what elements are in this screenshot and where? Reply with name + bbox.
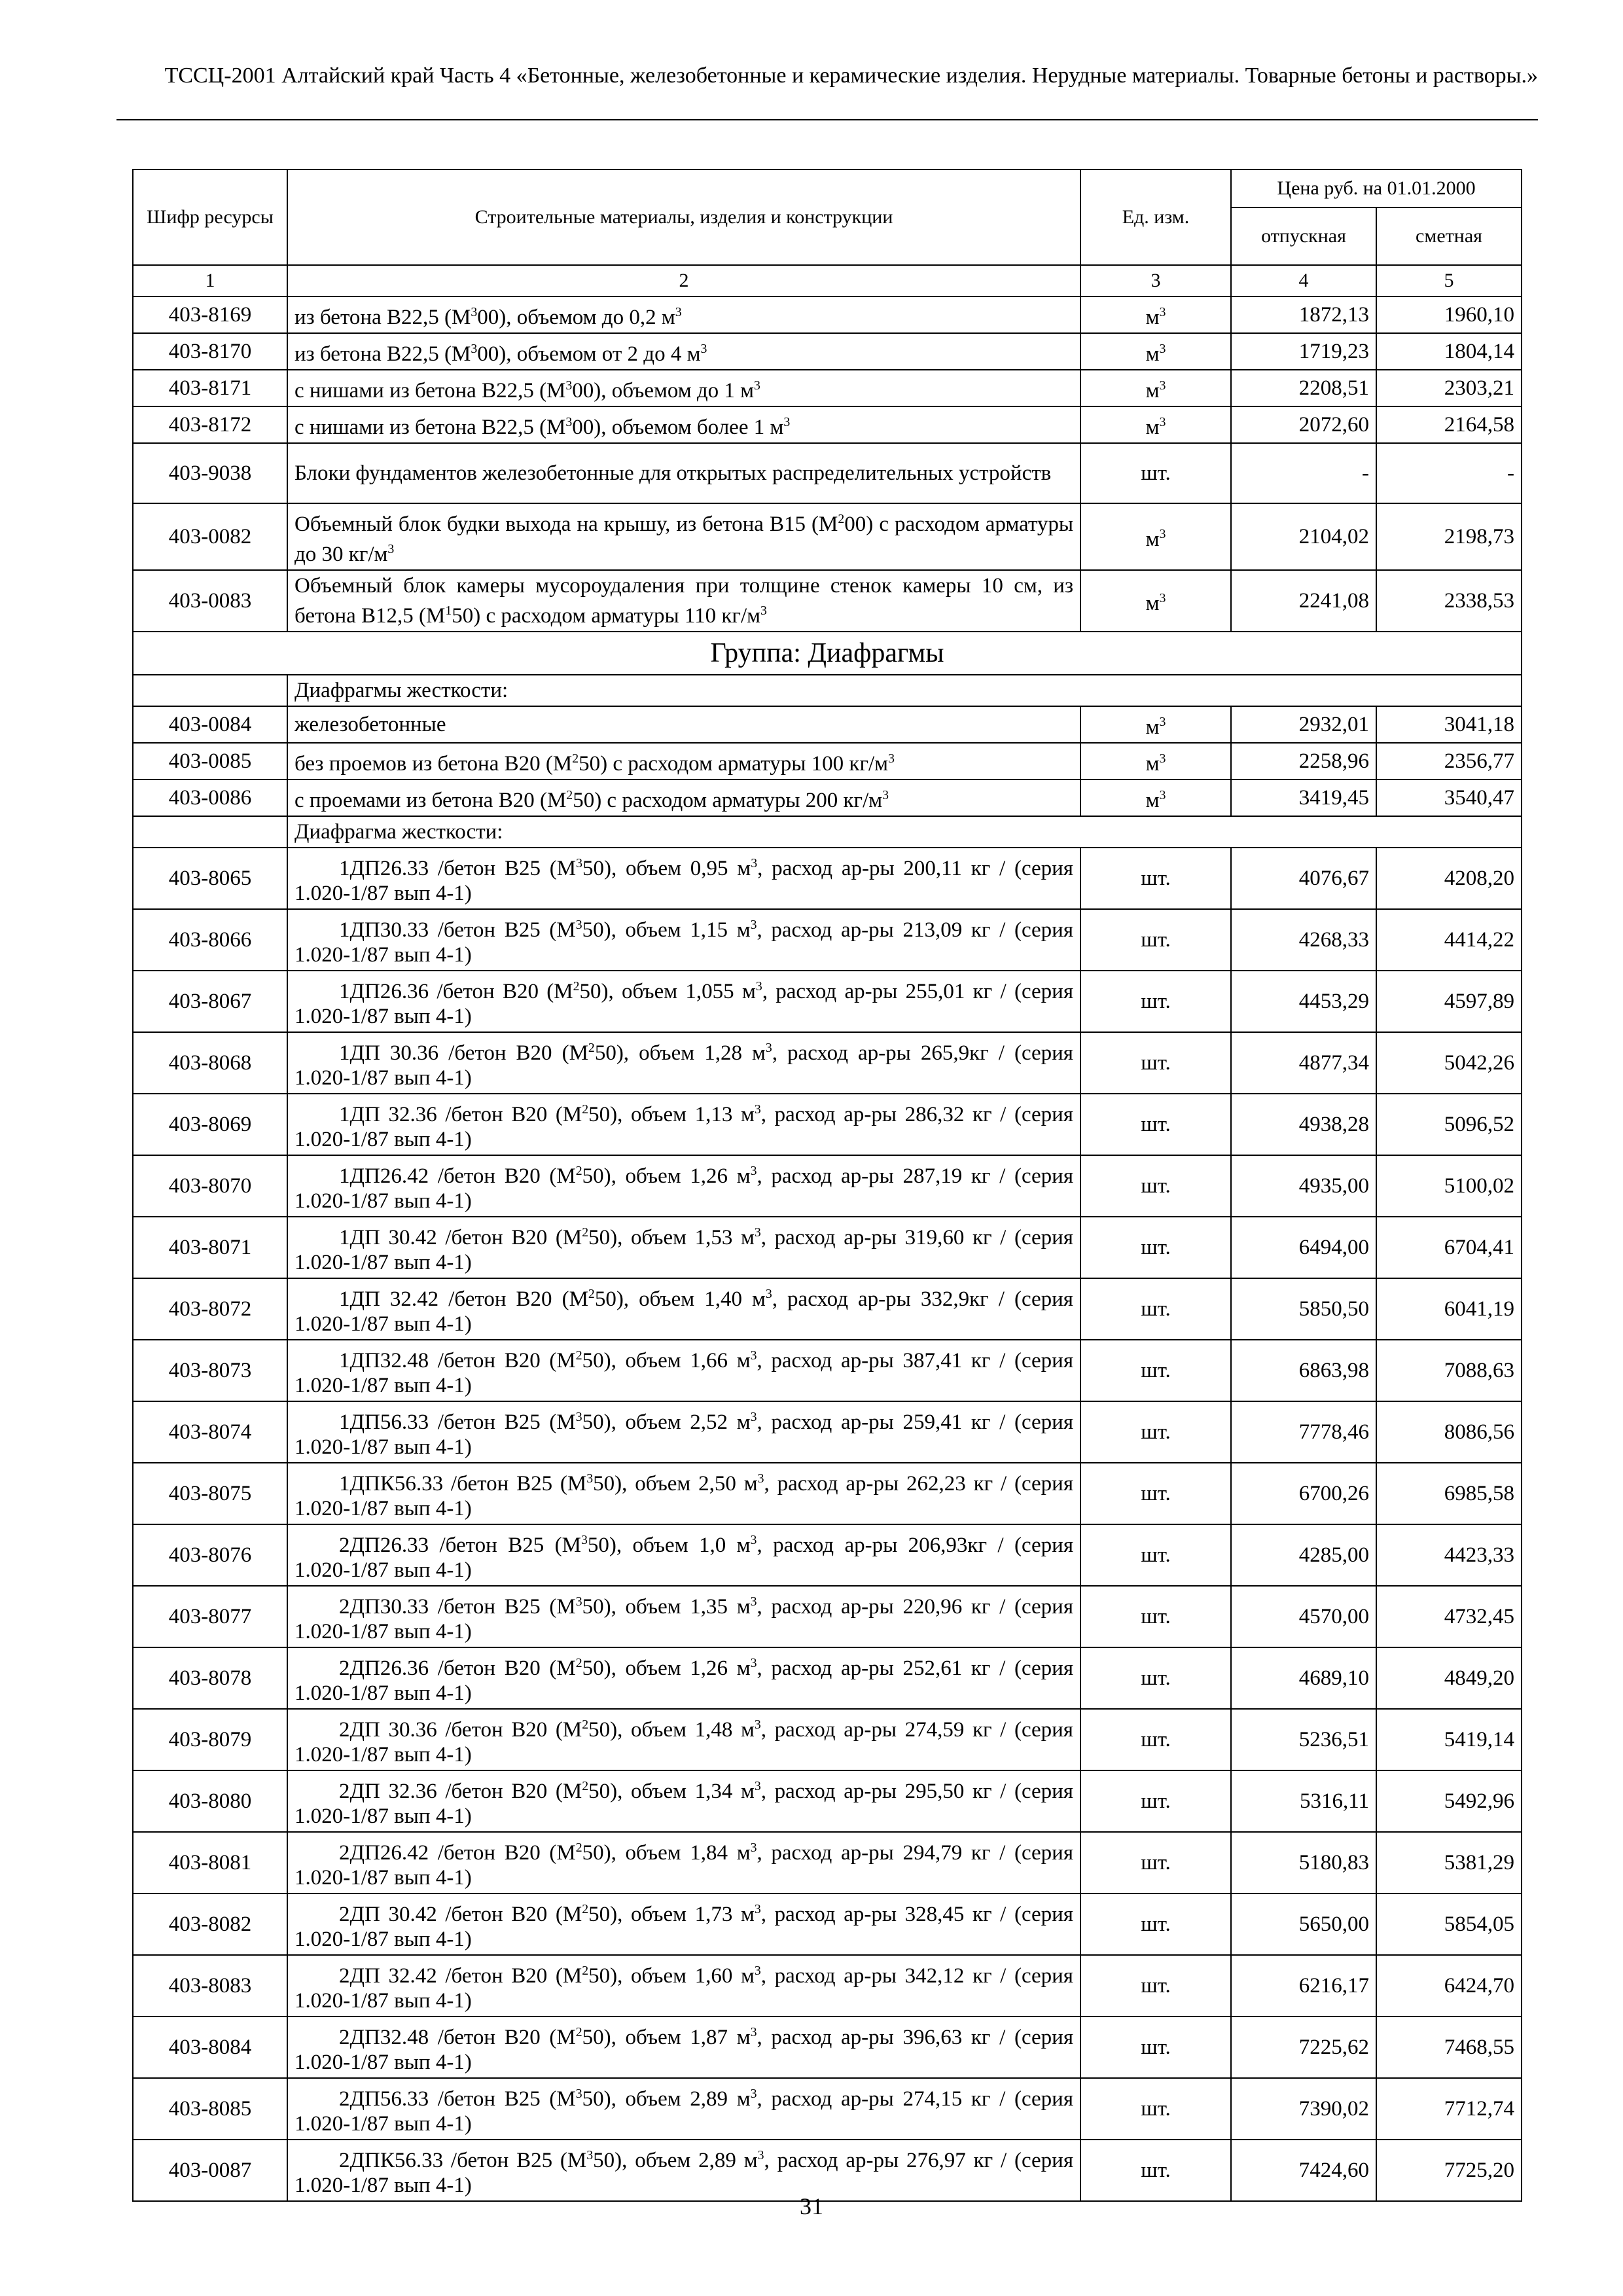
col-number: 2 [287, 265, 1080, 296]
row-estimate-price: 2198,73 [1376, 503, 1522, 570]
row-code: 403-8067 [133, 971, 287, 1032]
row-release-price: 6494,00 [1231, 1217, 1376, 1278]
row-unit: шт. [1080, 1893, 1231, 1955]
row-description: с нишами из бетона В22,5 $(М^300)$, объемом до 1 $м^3$ [287, 370, 1080, 406]
row-release-price: 5180,83 [1231, 1832, 1376, 1893]
subheading: Диафрагма жесткости: [287, 816, 1522, 848]
table-row [133, 1401, 1522, 1463]
row-unit: шт. [1080, 2078, 1231, 2140]
row-description: 1ДП30.33 /бетон В25 $(М^350)$, объем 1,15 $м^3$, расход ар-ры 213,09 кг / (серия 1.020-1/87 вып 4-1) [287, 909, 1080, 971]
row-code: 403-8083 [133, 1955, 287, 2017]
row-code: 403-0083 [133, 570, 287, 632]
row-estimate-price: 5100,02 [1376, 1155, 1522, 1217]
row-estimate-price: 3041,18 [1376, 706, 1522, 743]
row-code: 403-0087 [133, 2140, 287, 2201]
row-description: из бетона В22,5 $(М^300)$, объемом до 0,2 $м^3$ [287, 296, 1080, 333]
table-row [133, 570, 1522, 632]
row-code: 403-8076 [133, 1524, 287, 1586]
table-row [133, 1832, 1522, 1893]
row-estimate-price: 5419,14 [1376, 1709, 1522, 1770]
row-release-price: 6700,26 [1231, 1463, 1376, 1524]
row-unit: шт. [1080, 2017, 1231, 2078]
row-code: 403-0086 [133, 780, 287, 816]
header-unit: Ед. изм. [1080, 170, 1231, 265]
table-row [133, 443, 1522, 503]
row-code: 403-0085 [133, 743, 287, 780]
group-title: Группа: Диафрагмы [133, 632, 1522, 675]
row-unit: шт. [1080, 1832, 1231, 1893]
table-row [133, 706, 1522, 743]
row-release-price: 2104,02 [1231, 503, 1376, 570]
row-description: Объемный блок будки выхода на крышу, из бетона В15 $(М^200)$ с расходом арматуры до 30 $кг/м^3$ [287, 503, 1080, 570]
table-row [133, 909, 1522, 971]
row-estimate-price: 5492,96 [1376, 1770, 1522, 1832]
row-release-price: 4689,10 [1231, 1647, 1376, 1709]
row-estimate-price: 3540,47 [1376, 780, 1522, 816]
row-estimate-price: 6424,70 [1376, 1955, 1522, 2017]
row-release-price: 5316,11 [1231, 1770, 1376, 1832]
document-header: ТССЦ-2001 Алтайский край Часть 4 «Бетонные, железобетонные и керамические изделия. Нерудные материалы. Товарные бетоны и растворы.» [164, 63, 1538, 88]
row-code: 403-8065 [133, 848, 287, 909]
row-code: 403-8080 [133, 1770, 287, 1832]
table-row [133, 2140, 1522, 2201]
row-unit: $м^3$ [1080, 370, 1231, 406]
row-code: 403-8071 [133, 1217, 287, 1278]
row-release-price: 4285,00 [1231, 1524, 1376, 1586]
row-estimate-price: 2338,53 [1376, 570, 1522, 632]
row-unit: шт. [1080, 1340, 1231, 1401]
row-unit: $м^3$ [1080, 333, 1231, 370]
row-unit: $м^3$ [1080, 706, 1231, 743]
row-release-price: 5850,50 [1231, 1278, 1376, 1340]
row-code: 403-8075 [133, 1463, 287, 1524]
row-release-price: 4938,28 [1231, 1094, 1376, 1155]
table-row [133, 1278, 1522, 1340]
row-description: 2ДП 30.36 /бетон В20 $(М^250)$, объем 1,48 $м^3$, расход ар-ры 274,59 кг / (серия 1.020-1/87 вып 4-1) [287, 1709, 1080, 1770]
header-release: отпускная [1231, 207, 1376, 265]
table-row [133, 1155, 1522, 1217]
row-release-price: 4935,00 [1231, 1155, 1376, 1217]
subheading: Диафрагмы жесткости: [287, 675, 1522, 706]
row-code: 403-8072 [133, 1278, 287, 1340]
row-estimate-price: 4414,22 [1376, 909, 1522, 971]
row-release-price: 2258,96 [1231, 743, 1376, 780]
row-unit: $м^3$ [1080, 406, 1231, 443]
table-row [133, 1463, 1522, 1524]
row-code: 403-8079 [133, 1709, 287, 1770]
table-row [133, 296, 1522, 333]
table-row [133, 333, 1522, 370]
row-release-price: 7225,62 [1231, 2017, 1376, 2078]
table-row [133, 780, 1522, 816]
table-row [133, 406, 1522, 443]
row-estimate-price: 8086,56 [1376, 1401, 1522, 1463]
row-code: 403-8082 [133, 1893, 287, 1955]
row-unit: шт. [1080, 1955, 1231, 2017]
row-description: 1ДП 32.42 /бетон В20 $(М^250)$, объем 1,40 $м^3$, расход ар-ры 332,9кг / (серия 1.020-1/87 вып 4-1) [287, 1278, 1080, 1340]
row-description: с нишами из бетона В22,5 $(М^300)$, объемом более 1 $м^3$ [287, 406, 1080, 443]
row-description: 2ДП56.33 /бетон В25 $(М^350)$, объем 2,89 $м^3$, расход ар-ры 274,15 кг / (серия 1.020-1/87 вып 4-1) [287, 2078, 1080, 2140]
row-estimate-price: 2164,58 [1376, 406, 1522, 443]
row-description: без проемов из бетона В20 $(М^250)$ с расходом арматуры 100 $кг/м^3$ [287, 743, 1080, 780]
row-description: 2ДП 30.42 /бетон В20 $(М^250)$, объем 1,73 $м^3$, расход ар-ры 328,45 кг / (серия 1.020-1/87 вып 4-1) [287, 1893, 1080, 1955]
row-unit: $м^3$ [1080, 743, 1231, 780]
row-estimate-price: 5096,52 [1376, 1094, 1522, 1155]
row-unit: шт. [1080, 2140, 1231, 2201]
table-cell-empty [133, 816, 287, 848]
header-materials: Строительные материалы, изделия и конструкции [287, 170, 1080, 265]
col-number: 4 [1231, 265, 1376, 296]
row-description: 1ДП 32.36 /бетон В20 $(М^250)$, объем 1,13 $м^3$, расход ар-ры 286,32 кг / (серия 1.020-1/87 вып 4-1) [287, 1094, 1080, 1155]
row-code: 403-8068 [133, 1032, 287, 1094]
row-release-price: 7390,02 [1231, 2078, 1376, 2140]
row-estimate-price: 7712,74 [1376, 2078, 1522, 2140]
row-unit: шт. [1080, 909, 1231, 971]
row-release-price: 2072,60 [1231, 406, 1376, 443]
row-unit: шт. [1080, 848, 1231, 909]
row-unit: $м^3$ [1080, 780, 1231, 816]
row-release-price: 5650,00 [1231, 1893, 1376, 1955]
table-row [133, 971, 1522, 1032]
row-unit: шт. [1080, 1217, 1231, 1278]
row-estimate-price: 1804,14 [1376, 333, 1522, 370]
row-description: 2ДП26.42 /бетон В20 $(М^250)$, объем 1,84 $м^3$, расход ар-ры 294,79 кг / (серия 1.020-1/87 вып 4-1) [287, 1832, 1080, 1893]
row-description: Блоки фундаментов железобетонные для открытых распределительных устройств [287, 443, 1080, 503]
row-unit: шт. [1080, 1094, 1231, 1155]
col-number: 3 [1080, 265, 1231, 296]
table-row [133, 2078, 1522, 2140]
table-row [133, 1586, 1522, 1647]
row-description: 2ДП26.36 /бетон В20 $(М^250)$, объем 1,26 $м^3$, расход ар-ры 252,61 кг / (серия 1.020-1/87 вып 4-1) [287, 1647, 1080, 1709]
row-estimate-price: 7088,63 [1376, 1340, 1522, 1401]
row-unit: шт. [1080, 1401, 1231, 1463]
table-row [133, 370, 1522, 406]
table-row [133, 1955, 1522, 2017]
table-row [133, 503, 1522, 570]
row-code: 403-8084 [133, 2017, 287, 2078]
row-release-price: 2932,01 [1231, 706, 1376, 743]
row-description: 2ДП 32.36 /бетон В20 $(М^250)$, объем 1,34 $м^3$, расход ар-ры 295,50 кг / (серия 1.020-1/87 вып 4-1) [287, 1770, 1080, 1832]
row-description: железобетонные [287, 706, 1080, 743]
row-unit: шт. [1080, 1647, 1231, 1709]
row-code: 403-8085 [133, 2078, 287, 2140]
row-release-price: 7424,60 [1231, 2140, 1376, 2201]
row-code: 403-0082 [133, 503, 287, 570]
table-cell-empty [133, 675, 287, 706]
row-description: 1ДП32.48 /бетон В20 $(М^250)$, объем 1,66 $м^3$, расход ар-ры 387,41 кг / (серия 1.020-1/87 вып 4-1) [287, 1340, 1080, 1401]
row-description: 1ДП 30.42 /бетон В20 $(М^250)$, объем 1,53 $м^3$, расход ар-ры 319,60 кг / (серия 1.020-1/87 вып 4-1) [287, 1217, 1080, 1278]
row-code: 403-8169 [133, 296, 287, 333]
row-release-price: 4570,00 [1231, 1586, 1376, 1647]
row-release-price: 1872,13 [1231, 296, 1376, 333]
row-unit: шт. [1080, 1709, 1231, 1770]
row-unit: шт. [1080, 971, 1231, 1032]
row-estimate-price: 6985,58 [1376, 1463, 1522, 1524]
row-description: 2ДПК56.33 /бетон В25 $(М^350)$, объем 2,89 $м^3$, расход ар-ры 276,97 кг / (серия 1.020-1/87 вып 4-1) [287, 2140, 1080, 2201]
row-code: 403-8069 [133, 1094, 287, 1155]
row-estimate-price: 6704,41 [1376, 1217, 1522, 1278]
row-description: 1ДП 30.36 /бетон В20 $(М^250)$, объем 1,28 $м^3$, расход ар-ры 265,9кг / (серия 1.020-1/87 вып 4-1) [287, 1032, 1080, 1094]
row-description: 2ДП30.33 /бетон В25 $(М^350)$, объем 1,35 $м^3$, расход ар-ры 220,96 кг / (серия 1.020-1/87 вып 4-1) [287, 1586, 1080, 1647]
row-code: 403-8077 [133, 1586, 287, 1647]
header-rule [116, 119, 1538, 120]
row-release-price: 2241,08 [1231, 570, 1376, 632]
col-number: 1 [133, 265, 287, 296]
row-release-price: 4877,34 [1231, 1032, 1376, 1094]
row-estimate-price: 5854,05 [1376, 1893, 1522, 1955]
row-code: 403-8081 [133, 1832, 287, 1893]
row-estimate-price: 4849,20 [1376, 1647, 1522, 1709]
row-code: 403-8070 [133, 1155, 287, 1217]
row-release-price: 4076,67 [1231, 848, 1376, 909]
header-code: Шифр ресурсы [133, 170, 287, 265]
table-row [133, 1217, 1522, 1278]
price-table [132, 169, 1522, 2202]
row-description: 1ДП56.33 /бетон В25 $(М^350)$, объем 2,52 $м^3$, расход ар-ры 259,41 кг / (серия 1.020-1/87 вып 4-1) [287, 1401, 1080, 1463]
table-row [133, 2017, 1522, 2078]
table-row [133, 1094, 1522, 1155]
page-number: 31 [800, 2193, 823, 2219]
row-estimate-price: 6041,19 [1376, 1278, 1522, 1340]
col-number: 5 [1376, 265, 1522, 296]
table-row [133, 1893, 1522, 1955]
row-unit: $м^3$ [1080, 570, 1231, 632]
row-description: 1ДПК56.33 /бетон В25 $(М^350)$, объем 2,50 $м^3$, расход ар-ры 262,23 кг / (серия 1.020-1/87 вып 4-1) [287, 1463, 1080, 1524]
row-release-price: 1719,23 [1231, 333, 1376, 370]
row-release-price: 3419,45 [1231, 780, 1376, 816]
row-estimate-price: - [1376, 443, 1522, 503]
row-description: из бетона В22,5 $(М^300)$, объемом от 2 до 4 $м^3$ [287, 333, 1080, 370]
row-unit: $м^3$ [1080, 296, 1231, 333]
row-estimate-price: 2303,21 [1376, 370, 1522, 406]
row-release-price: 2208,51 [1231, 370, 1376, 406]
row-release-price: - [1231, 443, 1376, 503]
row-unit: шт. [1080, 1524, 1231, 1586]
row-description: 1ДП26.33 /бетон В25 $(М^350)$, объем 0,95 $м^3$, расход ар-ры 200,11 кг / (серия 1.020-1/87 вып 4-1) [287, 848, 1080, 909]
table-row [133, 1032, 1522, 1094]
row-code: 403-8078 [133, 1647, 287, 1709]
row-code: 403-8073 [133, 1340, 287, 1401]
row-code: 403-8172 [133, 406, 287, 443]
row-unit: шт. [1080, 1032, 1231, 1094]
row-estimate-price: 5381,29 [1376, 1832, 1522, 1893]
row-description: 2ДП26.33 /бетон В25 $(М^350)$, объем 1,0 $м^3$, расход ар-ры 206,93кг / (серия 1.020-1/87 вып 4-1) [287, 1524, 1080, 1586]
row-release-price: 5236,51 [1231, 1709, 1376, 1770]
row-estimate-price: 4732,45 [1376, 1586, 1522, 1647]
row-release-price: 7778,46 [1231, 1401, 1376, 1463]
row-unit: шт. [1080, 1155, 1231, 1217]
row-unit: шт. [1080, 1278, 1231, 1340]
table-row [133, 1709, 1522, 1770]
row-estimate-price: 4597,89 [1376, 971, 1522, 1032]
row-estimate-price: 5042,26 [1376, 1032, 1522, 1094]
row-description: 2ДП32.48 /бетон В20 $(М^250)$, объем 1,87 $м^3$, расход ар-ры 396,63 кг / (серия 1.020-1/87 вып 4-1) [287, 2017, 1080, 2078]
row-description: 1ДП26.36 /бетон В20 $(М^250)$, объем 1,055 $м^3$, расход ар-ры 255,01 кг / (серия 1.020-1/87 вып 4-1) [287, 971, 1080, 1032]
row-code: 403-8170 [133, 333, 287, 370]
row-estimate-price: 7468,55 [1376, 2017, 1522, 2078]
row-release-price: 6216,17 [1231, 1955, 1376, 2017]
row-code: 403-8074 [133, 1401, 287, 1463]
row-estimate-price: 1960,10 [1376, 296, 1522, 333]
row-estimate-price: 4208,20 [1376, 848, 1522, 909]
row-release-price: 4268,33 [1231, 909, 1376, 971]
table-row [133, 743, 1522, 780]
row-code: 403-0084 [133, 706, 287, 743]
row-release-price: 6863,98 [1231, 1340, 1376, 1401]
table-row [133, 1524, 1522, 1586]
row-description: с проемами из бетона В20 $(М^250)$ с расходом арматуры 200 $кг/м^3$ [287, 780, 1080, 816]
row-description: 2ДП 32.42 /бетон В20 $(М^250)$, объем 1,60 $м^3$, расход ар-ры 342,12 кг / (серия 1.020-1/87 вып 4-1) [287, 1955, 1080, 2017]
row-unit: шт. [1080, 1770, 1231, 1832]
row-estimate-price: 7725,20 [1376, 2140, 1522, 2201]
row-unit: шт. [1080, 443, 1231, 503]
table-row [133, 1770, 1522, 1832]
row-code: 403-9038 [133, 443, 287, 503]
row-unit: $м^3$ [1080, 503, 1231, 570]
row-estimate-price: 4423,33 [1376, 1524, 1522, 1586]
row-description: 1ДП26.42 /бетон В20 $(М^250)$, объем 1,26 $м^3$, расход ар-ры 287,19 кг / (серия 1.020-1/87 вып 4-1) [287, 1155, 1080, 1217]
row-unit: шт. [1080, 1586, 1231, 1647]
table-row [133, 1647, 1522, 1709]
row-unit: шт. [1080, 1463, 1231, 1524]
row-release-price: 4453,29 [1231, 971, 1376, 1032]
row-code: 403-8066 [133, 909, 287, 971]
row-description: Объемный блок камеры мусороудаления при толщине стенок камеры 10 см, из бетона В12,5 $(М^150)$ с расходом арматуры 110 $кг/м^3$ [287, 570, 1080, 632]
table-row [133, 848, 1522, 909]
header-price: Цена руб. на 01.01.2000 [1231, 170, 1522, 207]
row-estimate-price: 2356,77 [1376, 743, 1522, 780]
row-code: 403-8171 [133, 370, 287, 406]
header-estimate: сметная [1376, 207, 1522, 265]
table-row [133, 1340, 1522, 1401]
